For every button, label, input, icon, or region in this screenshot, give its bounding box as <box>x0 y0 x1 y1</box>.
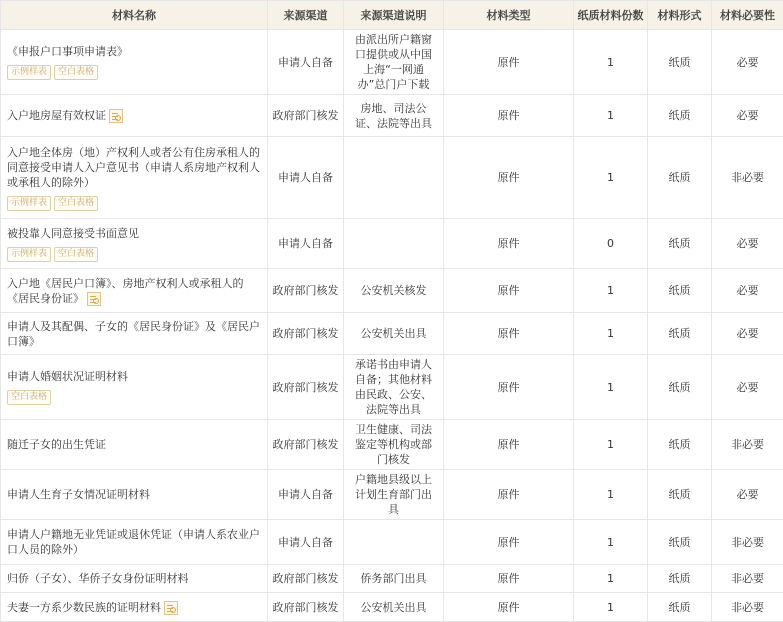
necessity-cell: 必要 <box>712 470 783 520</box>
channel-desc-cell: 由派出所户籍窗口提供或从中国上海“一网通办”总门户下载 <box>344 30 444 95</box>
table-row <box>1 593 783 622</box>
form-cell: 纸质 <box>648 219 712 269</box>
copies-cell: 1 <box>574 95 648 137</box>
material-type-cell: 原件 <box>444 30 574 95</box>
channel-desc-cell: 房地、司法公证、法院等出具 <box>344 95 444 137</box>
table-row <box>1 565 783 593</box>
blank-form-button[interactable]: 空白表格 <box>54 65 98 80</box>
column-header: 材料名称 <box>1 1 268 30</box>
form-cell: 纸质 <box>648 313 712 355</box>
channel-desc-cell: 侨务部门出具 <box>344 565 444 593</box>
table-row <box>1 520 783 565</box>
column-header: 材料形式 <box>648 1 712 30</box>
material-name: 入户地全体房（地）产权利人或者公有住房承租人的同意接受申请人入户意见书（申请人系房地产权利人或承租人的除外） <box>7 146 260 189</box>
channel-cell: 政府部门核发 <box>268 565 344 593</box>
sample-tags <box>7 245 261 262</box>
necessity-cell: 非必要 <box>712 520 783 565</box>
material-name-cell <box>1 313 268 355</box>
channel-desc-cell <box>344 137 444 219</box>
material-name-cell <box>1 470 268 520</box>
material-name: 申请人及其配偶、子女的《居民身份证》及《居民户口簿》 <box>7 320 260 348</box>
column-header: 纸质材料份数 <box>574 1 648 30</box>
form-cell: 纸质 <box>648 137 712 219</box>
copies-cell: 1 <box>574 313 648 355</box>
sample-tags <box>7 63 261 80</box>
column-header: 材料必要性 <box>712 1 783 30</box>
material-name-cell <box>1 520 268 565</box>
table-row <box>1 137 783 219</box>
material-type-cell: 原件 <box>444 420 574 470</box>
document-preview-icon[interactable] <box>87 292 101 306</box>
channel-cell: 申请人自备 <box>268 470 344 520</box>
channel-desc-cell: 户籍地县级以上计划生育部门出具 <box>344 470 444 520</box>
material-name: 入户地房屋有效权证 <box>7 109 106 122</box>
channel-desc-cell: 卫生健康、司法鉴定等机构或部门核发 <box>344 420 444 470</box>
material-name: 入户地《居民户口簿》、房地产权利人或承租人的《居民身份证》 <box>7 277 244 305</box>
material-type-cell: 原件 <box>444 95 574 137</box>
copies-cell: 1 <box>574 269 648 313</box>
material-name: 被投靠人同意接受书面意见 <box>7 227 139 240</box>
material-name: 夫妻一方系少数民族的证明材料 <box>7 601 161 614</box>
necessity-cell: 必要 <box>712 313 783 355</box>
form-cell: 纸质 <box>648 520 712 565</box>
channel-cell: 申请人自备 <box>268 219 344 269</box>
copies-cell: 1 <box>574 355 648 420</box>
table-row <box>1 269 783 313</box>
table-header-row <box>1 1 783 30</box>
sample-form-button[interactable]: 示例样表 <box>7 196 51 211</box>
material-name: 归侨（子女）、华侨子女身份证明材料 <box>7 572 189 585</box>
material-name-cell <box>1 137 268 219</box>
form-cell: 纸质 <box>648 565 712 593</box>
material-type-cell: 原件 <box>444 593 574 622</box>
copies-cell: 0 <box>574 219 648 269</box>
necessity-cell: 非必要 <box>712 420 783 470</box>
material-name-cell <box>1 30 268 95</box>
necessity-cell: 必要 <box>712 30 783 95</box>
channel-cell: 政府部门核发 <box>268 593 344 622</box>
table-row <box>1 470 783 520</box>
material-type-cell: 原件 <box>444 137 574 219</box>
form-cell: 纸质 <box>648 355 712 420</box>
sample-form-button[interactable]: 示例样表 <box>7 247 51 262</box>
channel-cell: 政府部门核发 <box>268 420 344 470</box>
form-cell: 纸质 <box>648 95 712 137</box>
table-row <box>1 420 783 470</box>
table-row <box>1 219 783 269</box>
material-name-cell <box>1 269 268 313</box>
table-row <box>1 30 783 95</box>
form-cell: 纸质 <box>648 470 712 520</box>
material-type-cell: 原件 <box>444 355 574 420</box>
form-cell: 纸质 <box>648 269 712 313</box>
table-row <box>1 355 783 420</box>
necessity-cell: 必要 <box>712 95 783 137</box>
copies-cell: 1 <box>574 137 648 219</box>
table-row <box>1 313 783 355</box>
necessity-cell: 非必要 <box>712 565 783 593</box>
channel-cell: 申请人自备 <box>268 137 344 219</box>
form-cell: 纸质 <box>648 593 712 622</box>
material-name: 申请人婚姻状况证明材料 <box>7 370 128 383</box>
material-type-cell: 原件 <box>444 313 574 355</box>
material-type-cell: 原件 <box>444 219 574 269</box>
column-header: 来源渠道 <box>268 1 344 30</box>
material-name-cell <box>1 355 268 420</box>
column-header: 来源渠道说明 <box>344 1 444 30</box>
blank-form-button[interactable]: 空白表格 <box>7 390 51 405</box>
channel-cell: 申请人自备 <box>268 520 344 565</box>
blank-form-button[interactable]: 空白表格 <box>54 196 98 211</box>
sample-tags <box>7 194 261 211</box>
channel-desc-cell <box>344 520 444 565</box>
sample-form-button[interactable]: 示例样表 <box>7 65 51 80</box>
material-name: 申请人生育子女情况证明材料 <box>7 488 150 501</box>
material-name-cell <box>1 565 268 593</box>
channel-desc-cell <box>344 219 444 269</box>
document-preview-icon[interactable] <box>164 601 178 615</box>
copies-cell: 1 <box>574 593 648 622</box>
material-type-cell: 原件 <box>444 269 574 313</box>
form-cell: 纸质 <box>648 420 712 470</box>
copies-cell: 1 <box>574 30 648 95</box>
channel-desc-cell: 公安机关出具 <box>344 593 444 622</box>
material-name-cell <box>1 95 268 137</box>
necessity-cell: 非必要 <box>712 593 783 622</box>
material-name: 随迁子女的出生凭证 <box>7 438 106 451</box>
necessity-cell: 必要 <box>712 355 783 420</box>
copies-cell: 1 <box>574 470 648 520</box>
material-name-cell <box>1 420 268 470</box>
material-name-cell <box>1 593 268 622</box>
necessity-cell: 非必要 <box>712 137 783 219</box>
channel-cell: 政府部门核发 <box>268 355 344 420</box>
channel-cell: 政府部门核发 <box>268 269 344 313</box>
channel-desc-cell: 公安机关核发 <box>344 269 444 313</box>
copies-cell: 1 <box>574 565 648 593</box>
necessity-cell: 必要 <box>712 219 783 269</box>
blank-form-button[interactable]: 空白表格 <box>54 247 98 262</box>
material-name: 申请人户籍地无业凭证或退休凭证（申请人系农业户口人员的除外） <box>7 528 260 556</box>
channel-desc-cell: 承诺书由申请人自备；其他材料由民政、公安、法院等出具 <box>344 355 444 420</box>
channel-cell: 政府部门核发 <box>268 95 344 137</box>
material-name-cell <box>1 219 268 269</box>
material-type-cell: 原件 <box>444 470 574 520</box>
sample-tags <box>7 388 261 405</box>
table-row <box>1 95 783 137</box>
material-type-cell: 原件 <box>444 520 574 565</box>
document-preview-icon[interactable] <box>109 109 123 123</box>
copies-cell: 1 <box>574 520 648 565</box>
form-cell: 纸质 <box>648 30 712 95</box>
material-type-cell: 原件 <box>444 565 574 593</box>
column-header: 材料类型 <box>444 1 574 30</box>
channel-desc-cell: 公安机关出具 <box>344 313 444 355</box>
channel-cell: 政府部门核发 <box>268 313 344 355</box>
necessity-cell: 必要 <box>712 269 783 313</box>
channel-cell: 申请人自备 <box>268 30 344 95</box>
copies-cell: 1 <box>574 420 648 470</box>
material-name: 《申报户口事项申请表》 <box>7 45 128 58</box>
